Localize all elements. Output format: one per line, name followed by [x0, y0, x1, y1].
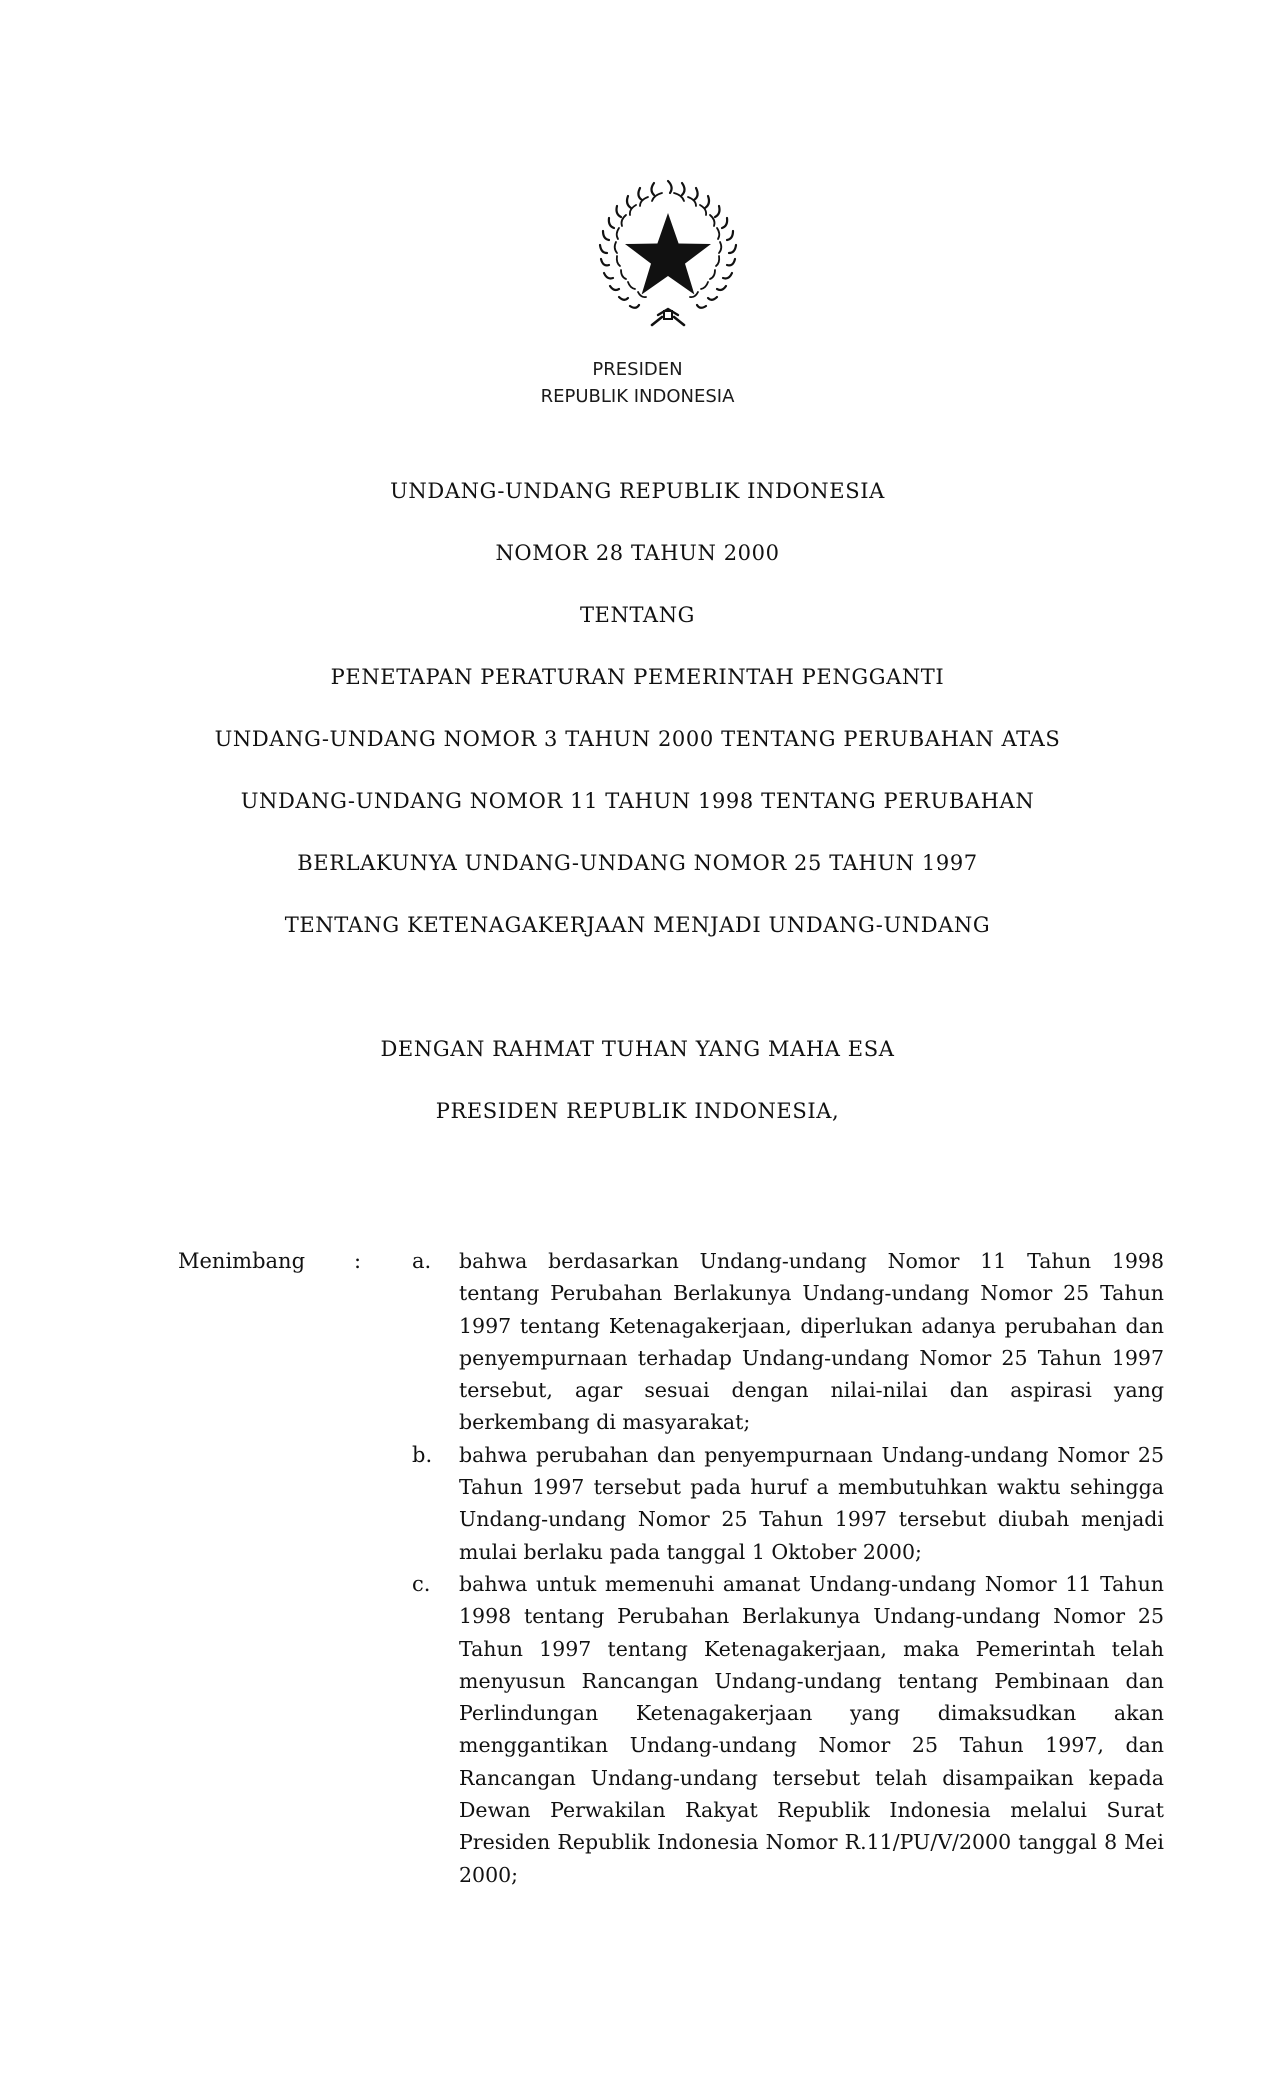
item-marker: c. — [412, 1571, 431, 1596]
title-line-8: TENTANG KETENAGAKERJAAN MENJADI UNDANG-UNDANG — [284, 913, 991, 937]
list-item — [412, 1439, 1164, 1568]
issuer: PRESIDEN REPUBLIK INDONESIA, — [435, 1099, 840, 1123]
item-text: bahwa untuk memenuhi amanat Undang-undang Nomor 11 Tahun 1998 tentang Perubahan Berlakunya Undang-undang Nomor 25 Tahun 1997 tentang Ketenagakerjaan, maka Pemerintah telah menyusun Rancangan Undang-undang tentang Pembinaan dan Perlindungan Ketenagakerjaan yang dimaksudkan akan menggantikan Undang-undang Nomor 25 Tahun 1997, dan Rancangan Undang-undang tersebut telah disampaikan kepada Dewan Perwakilan Rakyat Republik Indonesia melalui Surat Presiden Republik Indonesia Nomor R.11/PU/V/2000 tanggal 8 Mei 2000; — [459, 1571, 1164, 1887]
title-line-7: BERLAKUNYA UNDANG-UNDANG NOMOR 25 TAHUN 1997 — [297, 851, 978, 875]
considering-list — [412, 1245, 1164, 1891]
considering-label: Menimbang — [178, 1249, 306, 1273]
item-marker: b. — [412, 1442, 433, 1467]
item-text: bahwa perubahan dan penyempurnaan Undang-undang Nomor 25 Tahun 1997 tersebut pada huruf a membutuhkan waktu sehingga Undang-undang Nomor 25 Tahun 1997 tersebut diubah menjadi mulai berlaku pada tanggal 1 Oktober 2000; — [459, 1442, 1164, 1564]
title-line-3: TENTANG — [579, 603, 696, 627]
list-item — [412, 1568, 1164, 1891]
invocation: DENGAN RAHMAT TUHAN YANG MAHA ESA — [380, 1037, 895, 1061]
letterhead-line-president: PRESIDEN — [592, 359, 683, 380]
presidential-emblem-icon — [588, 175, 748, 335]
title-line-6: UNDANG-UNDANG NOMOR 11 TAHUN 1998 TENTANG PERUBAHAN — [240, 789, 1035, 813]
letterhead-line-republic: REPUBLIK INDONESIA — [540, 386, 735, 407]
item-marker: a. — [412, 1249, 432, 1273]
item-text: bahwa berdasarkan Undang-undang Nomor 11 Tahun 1998 tentang Perubahan Berlakunya Undang-undang Nomor 25 Tahun 1997 tentang Ketenagakerjaan, diperlukan adanya perubahan dan penyempurnaan terhadap Undang-undang Nomor 25 Tahun 1997 tersebut, agar sesuai dengan nilai-nilai dan aspirasi yang berkembang di masyarakat; — [459, 1249, 1164, 1435]
title-line-2: NOMOR 28 TAHUN 2000 — [495, 541, 780, 565]
list-item — [412, 1245, 1164, 1439]
title-line-1: UNDANG-UNDANG REPUBLIK INDONESIA — [390, 479, 885, 503]
title-line-4: PENETAPAN PERATURAN PEMERINTAH PENGGANTI — [330, 665, 945, 689]
title-line-5: UNDANG-UNDANG NOMOR 3 TAHUN 2000 TENTANG PERUBAHAN ATAS — [214, 727, 1061, 751]
considering-colon: : — [354, 1249, 362, 1273]
